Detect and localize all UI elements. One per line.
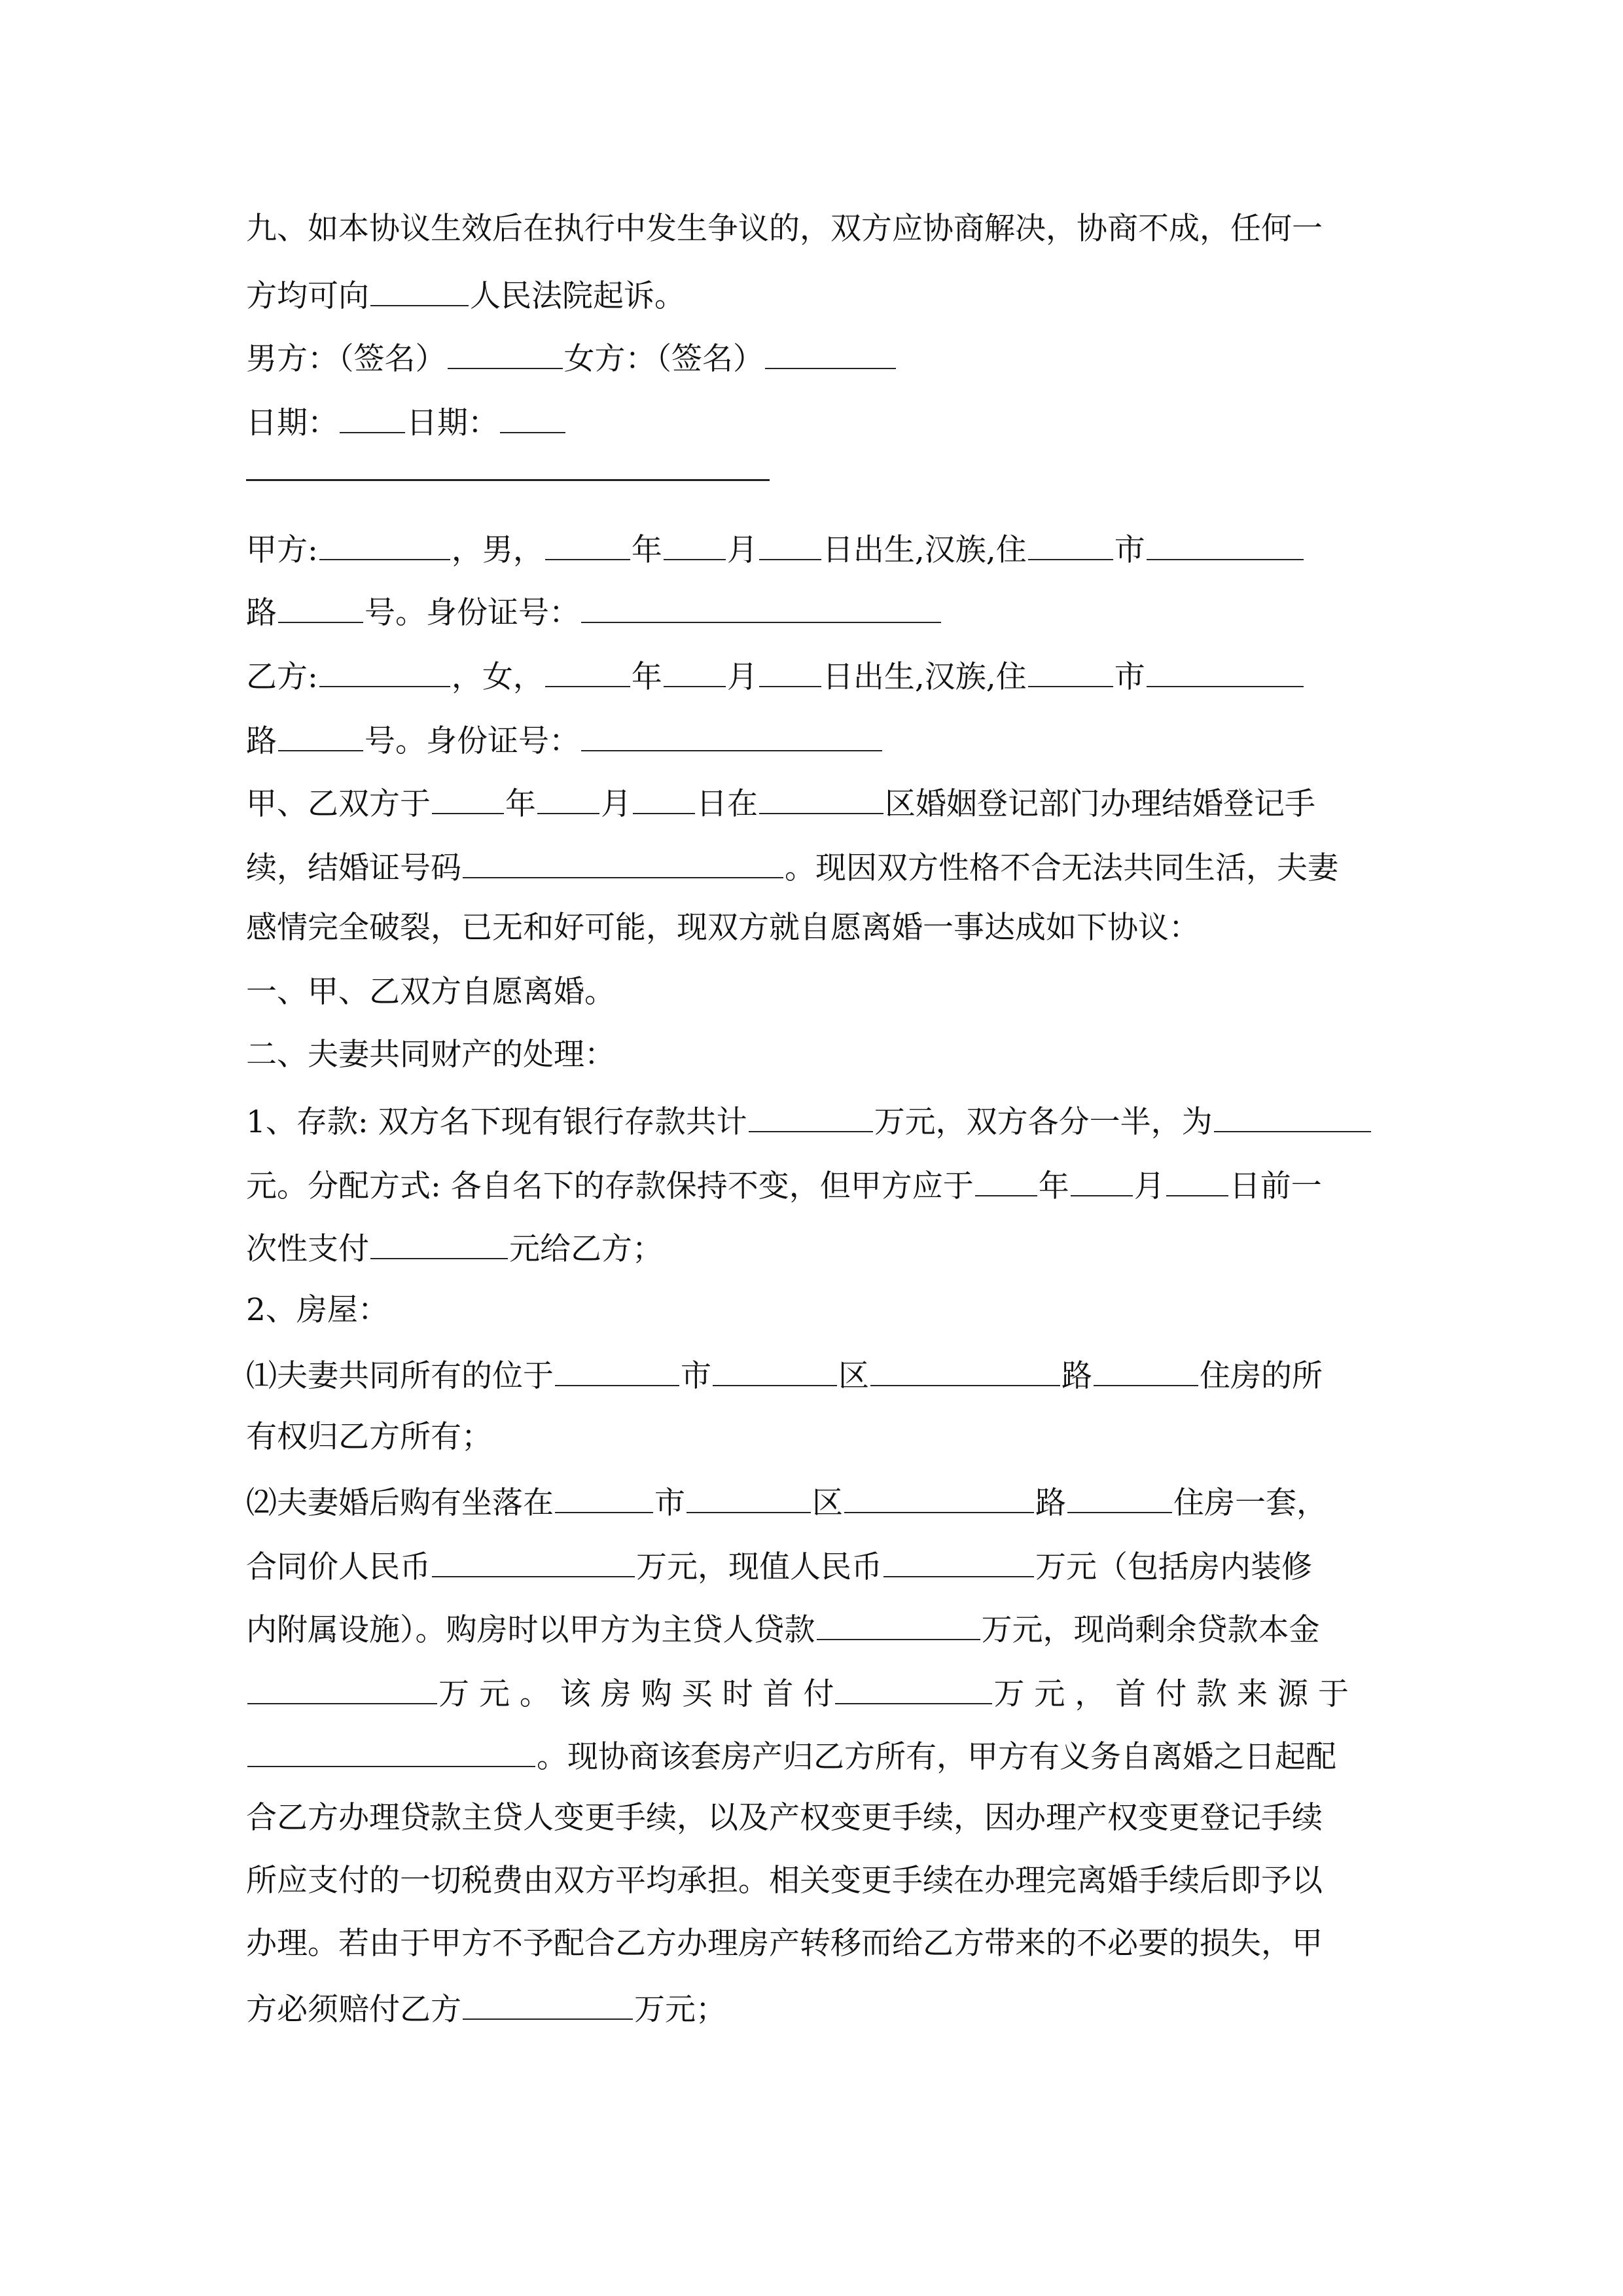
party-b-line1: 乙方: ，女， 年 月 日出生,汉族,住 市 xyxy=(246,655,1305,697)
female-signature-label: 女方：（签名） xyxy=(563,341,764,377)
court-blank xyxy=(370,274,469,306)
female-signature-blank xyxy=(765,336,896,369)
signature-line xyxy=(246,336,897,379)
date-line: 日期： 日期： xyxy=(246,401,567,443)
clause-one: 一、甲、乙双方自愿离婚。 xyxy=(246,974,615,1010)
party-b-line2: 路 号。身份证号： xyxy=(246,719,883,761)
house2-line9: 方必须赔付乙方 万元； xyxy=(246,1987,726,2030)
marriage-line1: 甲、乙双方于 年 月 日在 区婚姻登记部门办理结婚登记手 xyxy=(246,781,1315,824)
house2-line5: 。现协商该套房产归乙方所有，甲方有义务自离婚之日起配 xyxy=(246,1734,1336,1777)
separator-rule xyxy=(246,479,770,481)
id-number-blank xyxy=(581,590,941,623)
section-nine-line1: 九、如本协议生效后在执行中发生争议的，双方应协商解决，协商不成，任何一 xyxy=(246,211,1323,247)
marriage-line2: 续，结婚证号码 。现因双方性格不合无法共同生活，夫妻 xyxy=(246,846,1338,888)
house2-line3: 内附属设施）。购房时以甲方为主贷人贷款 万元，现尚剩余贷款本金 xyxy=(246,1607,1320,1650)
house2-line1: ⑵夫妻婚后购有坐落在 市 区 路 住房一套， xyxy=(246,1480,1327,1523)
text-line: 方均可向 人民法院起诉。 xyxy=(246,274,685,316)
id-number-blank xyxy=(581,719,882,751)
party-a-line1: 甲方: ，男， 年 月 日出生,汉族,住 市 xyxy=(246,528,1305,570)
male-signature-blank xyxy=(448,336,563,369)
male-signature-label: 男方：（签名） xyxy=(246,341,446,377)
house-title: 2、房屋： xyxy=(246,1292,389,1328)
deposit-line3: 次性支付 元给乙方； xyxy=(246,1227,663,1269)
house2-line6: 合乙方办理贷款主贷人变更手续，以及产权变更手续，因办理产权变更登记手续 xyxy=(246,1800,1323,1836)
marriage-line3: 感情完全破裂，已无和好可能，现双方就自愿离婚一事达成如下协议： xyxy=(246,910,1200,946)
house1-line2: 有权归乙方所有； xyxy=(246,1419,492,1455)
text-line xyxy=(246,209,1323,249)
house2-line4: 万 元 。 该 房 购 买 时 首 付 万 元 ， 首 付 款 来 源 于 xyxy=(246,1672,1349,1714)
date-blank xyxy=(340,401,405,433)
date-blank xyxy=(500,401,565,433)
clause-two: 二、夫妻共同财产的处理： xyxy=(246,1037,615,1073)
party-a-line2: 路 号。身份证号： xyxy=(246,590,942,633)
house2-line2: 合同价人民币 万元，现值人民币 万元（包括房内装修 xyxy=(246,1545,1312,1587)
house1-line1: ⑴夫妻共同所有的位于 市 区 路 住房的所 xyxy=(246,1354,1323,1396)
house2-line7: 所应支付的一切税费由双方平均承担。相关变更手续在办理完离婚手续后即予以 xyxy=(246,1863,1323,1899)
marriage-cert-blank xyxy=(463,846,783,878)
house2-line8: 办理。若由于甲方不予配合乙方办理房产转移而给乙方带来的不必要的损失，甲 xyxy=(246,1926,1323,1962)
deposit-line1: 1、存款: 双方名下现有银行存款共计 万元，双方各分一半，为 xyxy=(246,1100,1372,1142)
deposit-line2: 元。分配方式: 各自名下的存款保持不变，但甲方应于 年 月 日前一 xyxy=(246,1164,1322,1206)
